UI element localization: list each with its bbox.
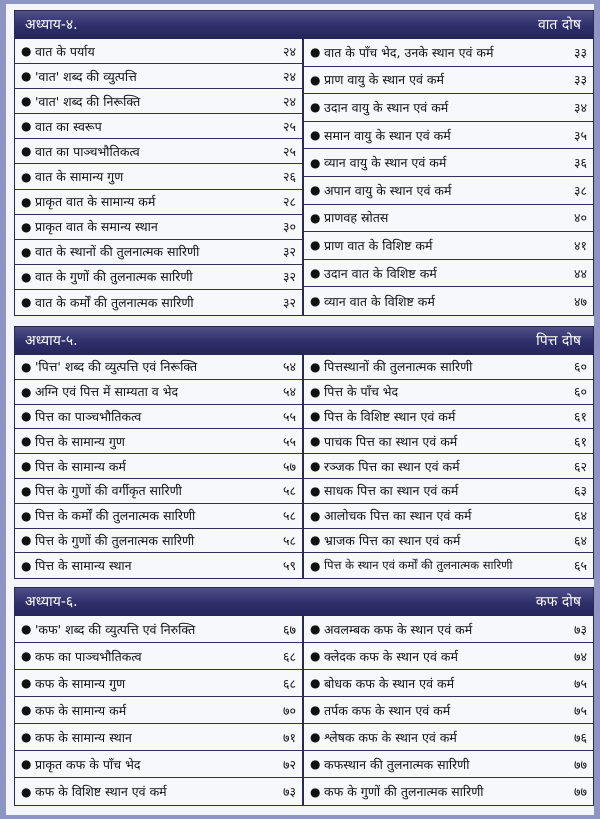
bullet-icon: ●: [21, 94, 32, 109]
toc-entry[interactable]: [304, 778, 593, 805]
entry-page: ७५: [573, 675, 587, 691]
bullet-icon: ●: [310, 359, 321, 374]
entry-page: ४०: [573, 210, 587, 226]
bullet-icon: ●: [21, 649, 32, 663]
entry-title: श्लेषक कफ के स्थान एवं कर्म: [324, 729, 457, 745]
entry-title: व्यान वात के विशिष्ट कर्म: [324, 293, 435, 309]
bullet-icon: ●: [310, 730, 321, 744]
entry-title: रञ्जक पित्त का स्थान एवं कर्म: [324, 458, 460, 474]
entry-page: २६: [282, 169, 296, 185]
entry-title: प्राणवह स्रोतस: [324, 210, 389, 226]
entry-page: ५८: [282, 483, 296, 499]
entry-page: ६४: [573, 508, 587, 524]
section-kapha: [14, 587, 594, 806]
entry-title: पित्त के स्थान एवं कर्मों की तुलनात्मक सारिणी: [324, 558, 513, 573]
toc-entry[interactable]: [304, 122, 593, 150]
bullet-icon: ●: [21, 508, 32, 523]
right-column: [304, 616, 593, 805]
toc-entry[interactable]: [304, 405, 593, 430]
entry-page: ३४: [573, 99, 587, 115]
entry-title: प्राकृत वात के सामान्य कर्म: [35, 194, 156, 210]
entry-title: वात के सामान्य गुण: [35, 169, 124, 185]
bullet-icon: ●: [21, 169, 32, 184]
entry-title: वात का स्वरूप: [35, 118, 102, 134]
entry-title: साधक पित्त का स्थान एवं कर्म: [324, 483, 459, 499]
toc-entry[interactable]: [15, 724, 302, 751]
toc-entry[interactable]: [15, 240, 302, 265]
entry-page: ३२: [282, 269, 296, 285]
toc-entry[interactable]: [15, 190, 302, 215]
toc-entry[interactable]: [15, 380, 302, 405]
bullet-icon: ●: [21, 44, 32, 59]
bullet-icon: ●: [310, 72, 321, 87]
toc-entry[interactable]: [15, 355, 302, 380]
toc-entry[interactable]: [15, 89, 302, 114]
entry-page: ७६: [573, 729, 587, 745]
entry-page: ३३: [573, 72, 587, 88]
entry-title: कफस्थान की तुलनात्मक सारिणी: [324, 756, 470, 772]
entry-title: पित्तस्थानों की तुलनात्मक सारिणी: [324, 359, 473, 375]
toc-entry[interactable]: [15, 215, 302, 240]
toc-entry[interactable]: [304, 553, 593, 578]
bullet-icon: ●: [310, 434, 321, 449]
entry-title: कफ के विशिष्ट स्थान एवं कर्म: [35, 784, 167, 799]
entry-title: पित्त के सामान्य कर्म: [35, 458, 126, 474]
bullet-icon: ●: [310, 483, 321, 498]
bullet-icon: ●: [21, 676, 32, 690]
entry-page: २५: [282, 143, 296, 159]
bullet-icon: ●: [21, 757, 32, 771]
toc-entry[interactable]: [304, 94, 593, 122]
bullet-icon: ●: [21, 219, 32, 234]
entry-title: वात के गुणों की तुलनात्मक सारिणी: [35, 269, 193, 285]
bullet-icon: ●: [21, 69, 32, 84]
bullet-icon: ●: [310, 703, 321, 717]
bullet-icon: ●: [310, 459, 321, 474]
toc-entry[interactable]: [15, 479, 302, 504]
entry-page: ३८: [573, 182, 587, 198]
entry-title: पित्त के गुणों की वर्गीकृत सारिणी: [35, 483, 182, 499]
entry-page: ४४: [573, 265, 587, 281]
entry-page: ३२: [282, 294, 296, 310]
bullet-icon: ●: [310, 266, 321, 281]
bullet-icon: ●: [21, 194, 32, 209]
entry-page: २४: [282, 68, 296, 84]
section-header: [15, 11, 593, 39]
entry-title: पित्त के विशिष्ट स्थान एवं कर्म: [324, 408, 456, 424]
bullet-icon: ●: [310, 409, 321, 424]
bullet-icon: ●: [21, 434, 32, 449]
bullet-icon: ●: [21, 359, 32, 374]
entry-page: ५५: [282, 408, 296, 424]
bullet-icon: ●: [310, 558, 321, 573]
entry-page: ६१: [573, 408, 587, 424]
toc-entry[interactable]: [304, 643, 593, 670]
toc-entry[interactable]: [304, 177, 593, 205]
toc-entry[interactable]: [15, 778, 302, 805]
topic-label: वात दोष: [538, 17, 581, 33]
bullet-icon: ●: [21, 384, 32, 399]
bullet-icon: ●: [21, 244, 32, 259]
entry-page: ७३: [573, 621, 587, 637]
chapter-label: अध्याय-५.: [25, 333, 78, 349]
toc-entry[interactable]: [15, 751, 302, 778]
toc-entry[interactable]: [304, 260, 593, 288]
entry-title: प्राकृत वात के समान्य स्थान: [35, 219, 158, 235]
toc-entry[interactable]: [304, 751, 593, 778]
bullet-icon: ●: [310, 533, 321, 548]
entry-title: पित्त के सामान्य स्थान: [35, 558, 132, 574]
entry-page: २५: [282, 118, 296, 134]
entry-page: ६८: [282, 648, 296, 664]
entry-title: 'वात' शब्द की व्युत्पत्ति: [35, 68, 137, 84]
bullet-icon: ●: [21, 730, 32, 744]
section-header: [15, 327, 593, 355]
toc-entry[interactable]: [15, 64, 302, 89]
entry-page: २४: [282, 43, 296, 59]
entry-title: बोधक कफ के स्थान एवं कर्म: [324, 675, 455, 691]
entry-title: पित्त के गुणों की तुलनात्मक सारिणी: [35, 532, 195, 548]
toc-entry[interactable]: [304, 287, 593, 315]
entry-page: ६५: [573, 558, 587, 574]
entry-title: 'वात' शब्द की निरूक्ति: [35, 93, 141, 109]
topic-label: कफ दोष: [535, 594, 581, 610]
toc-entry[interactable]: [304, 232, 593, 260]
entry-title: पित्त के सामान्य गुण: [35, 433, 125, 449]
bullet-icon: ●: [21, 483, 32, 498]
toc-entry[interactable]: [15, 529, 302, 554]
entry-page: ६८: [282, 675, 296, 691]
toc-entry[interactable]: [304, 67, 593, 95]
bullet-icon: ●: [310, 649, 321, 663]
entry-title: पित्त का पाञ्चभौतिकत्व: [35, 408, 142, 424]
toc-entry[interactable]: [304, 380, 593, 405]
bullet-icon: ●: [310, 384, 321, 399]
toc-entry[interactable]: [15, 114, 302, 139]
entry-title: वात के कर्मों की तुलनात्मक सारिणी: [35, 294, 194, 310]
bullet-icon: ●: [310, 784, 321, 799]
toc-entry[interactable]: [304, 429, 593, 454]
toc-entry[interactable]: [15, 290, 302, 315]
entry-page: ६०: [573, 384, 587, 400]
bullet-icon: ●: [21, 295, 32, 310]
entry-page: ७२: [282, 756, 296, 772]
entry-title: क्लेदक कफ के स्थान एवं कर्म: [324, 648, 458, 664]
bullet-icon: ●: [310, 622, 321, 636]
entry-title: कफ के सामान्य कर्म: [35, 702, 127, 718]
entry-title: व्यान वायु के स्थान एवं कर्म: [324, 155, 447, 171]
entry-title: 'कफ' शब्द की व्युत्पत्ति एवं निरुक्ति: [35, 621, 196, 637]
toc-entry[interactable]: [15, 670, 302, 697]
bullet-icon: ●: [310, 757, 321, 771]
toc-entry[interactable]: [304, 670, 593, 697]
toc-entry[interactable]: [304, 479, 593, 504]
left-column: [15, 616, 304, 805]
bullet-icon: ●: [310, 128, 321, 143]
entry-title: कफ के सामान्य गुण: [35, 675, 126, 691]
entry-page: ५९: [282, 558, 296, 574]
section-vata: [14, 10, 594, 316]
toc-entry[interactable]: [15, 265, 302, 290]
entry-page: ७४: [573, 648, 587, 664]
entry-page: ३३: [573, 44, 587, 60]
toc-entry[interactable]: [15, 429, 302, 454]
bullet-icon: ●: [310, 210, 321, 225]
toc-entry[interactable]: [15, 616, 302, 643]
entry-page: ६१: [573, 433, 587, 449]
toc-entry[interactable]: [15, 39, 302, 64]
toc-entry[interactable]: [304, 504, 593, 529]
entry-page: ७१: [282, 729, 296, 745]
toc-entry[interactable]: [15, 643, 302, 670]
entry-title: उदान वायु के स्थान एवं कर्म: [324, 99, 449, 115]
bullet-icon: ●: [310, 183, 321, 198]
bullet-icon: ●: [21, 622, 32, 636]
entry-page: ६४: [573, 532, 587, 548]
entry-page: २८: [282, 194, 296, 210]
bullet-icon: ●: [21, 459, 32, 474]
bullet-icon: ●: [310, 100, 321, 115]
section-header: [15, 588, 593, 616]
toc-entry[interactable]: [304, 616, 593, 643]
entry-page: ३०: [282, 219, 296, 235]
bullet-icon: ●: [21, 558, 32, 573]
toc-entry[interactable]: [15, 553, 302, 578]
toc-entry[interactable]: [15, 164, 302, 189]
entry-title: पाचक पित्त का स्थान एवं कर्म: [324, 433, 458, 449]
entry-title: आलोचक पित्त का स्थान एवं कर्म: [324, 508, 472, 524]
entry-title: पित्त के पाँच भेद: [324, 384, 399, 400]
toc-entry[interactable]: [15, 139, 302, 164]
bullet-icon: ●: [310, 294, 321, 309]
toc-entry[interactable]: [304, 355, 593, 380]
entry-page: ५४: [282, 359, 296, 375]
entry-page: ६७: [282, 621, 296, 637]
entry-title: कफ के गुणों की तुलनात्मक सारिणी: [324, 784, 484, 799]
toc-entry[interactable]: [304, 697, 593, 724]
entry-title: वात के पाँच भेद, उनके स्थान एवं कर्म: [324, 44, 494, 60]
bullet-icon: ●: [21, 784, 32, 799]
toc-entry[interactable]: [304, 724, 593, 751]
entry-page: ५५: [282, 433, 296, 449]
entry-title: समान वायु के स्थान एवं कर्म: [324, 127, 451, 143]
entry-page: ७३: [282, 784, 296, 799]
entry-page: ७०: [282, 702, 296, 718]
entry-page: ५७: [282, 458, 296, 474]
entry-title: कफ का पाञ्चभौतिकत्व: [35, 648, 142, 664]
chapter-label: अध्याय-४.: [25, 17, 78, 33]
entry-title: प्राकृत कफ के पाँच भेद: [35, 756, 141, 772]
right-column: [304, 39, 593, 315]
left-column: [15, 355, 304, 578]
entry-page: ७५: [573, 702, 587, 718]
entry-title: वात के पर्याय: [35, 43, 95, 59]
bullet-icon: ●: [21, 409, 32, 424]
entry-page: ५८: [282, 532, 296, 548]
left-column: [15, 39, 304, 315]
entry-title: वात के स्थानों की तुलनात्मक सारिणी: [35, 244, 200, 260]
entry-page: २४: [282, 93, 296, 109]
toc-entry[interactable]: [15, 697, 302, 724]
entry-title: भ्राजक पित्त का स्थान एवं कर्म: [324, 532, 461, 548]
entry-title: अवलम्बक कफ के स्थान एवं कर्म: [324, 621, 473, 637]
entry-page: ७७: [573, 756, 587, 772]
entry-page: ६२: [573, 458, 587, 474]
entry-title: अग्नि एवं पित्त में साम्यता व भेद: [35, 384, 179, 400]
bullet-icon: ●: [21, 533, 32, 548]
entry-title: 'पित्त' शब्द की व्युत्पत्ति एवं निरूक्ति: [35, 359, 198, 375]
toc-entry[interactable]: [304, 149, 593, 177]
toc-page: [6, 4, 594, 815]
entry-title: तर्पक कफ के स्थान एवं कर्म: [324, 702, 451, 718]
toc-entry[interactable]: [304, 205, 593, 233]
bullet-icon: ●: [21, 144, 32, 159]
entry-page: ६३: [573, 483, 587, 499]
toc-entry[interactable]: [304, 529, 593, 554]
bullet-icon: ●: [310, 508, 321, 523]
toc-entry[interactable]: [304, 454, 593, 479]
toc-entry[interactable]: [15, 405, 302, 430]
entry-page: ३६: [573, 155, 587, 171]
bullet-icon: ●: [21, 703, 32, 717]
bullet-icon: ●: [21, 119, 32, 134]
entry-page: ३२: [282, 244, 296, 260]
right-column: [304, 355, 593, 578]
entry-title: कफ के सामान्य स्थान: [35, 729, 132, 745]
bullet-icon: ●: [21, 269, 32, 284]
entry-title: प्राण वायु के स्थान एवं कर्म: [324, 72, 445, 88]
entry-title: प्राण वात के विशिष्ट कर्म: [324, 237, 433, 253]
entry-title: उदान वात के विशिष्ट कर्म: [324, 265, 437, 281]
bullet-icon: ●: [310, 676, 321, 690]
toc-entry[interactable]: [304, 39, 593, 67]
entry-title: पित्त के कर्मों की तुलनात्मक सारिणी: [35, 508, 196, 524]
entry-title: वात का पाञ्चभौतिकत्व: [35, 143, 140, 159]
bullet-icon: ●: [310, 238, 321, 253]
entry-title: अपान वायु के स्थान एवं कर्म: [324, 182, 452, 198]
chapter-label: अध्याय-६.: [25, 594, 78, 610]
bullet-icon: ●: [310, 45, 321, 60]
entry-page: ३५: [573, 127, 587, 143]
entry-page: ४७: [573, 293, 587, 309]
entry-page: ५८: [282, 508, 296, 524]
entry-page: ४१: [573, 237, 587, 253]
entry-page: ६०: [573, 359, 587, 375]
toc-entry[interactable]: [15, 454, 302, 479]
entry-page: ७७: [573, 784, 587, 799]
topic-label: पित्त दोष: [536, 333, 581, 349]
bullet-icon: ●: [310, 155, 321, 170]
toc-entry[interactable]: [15, 504, 302, 529]
section-pitta: [14, 326, 594, 579]
entry-page: ५४: [282, 384, 296, 400]
